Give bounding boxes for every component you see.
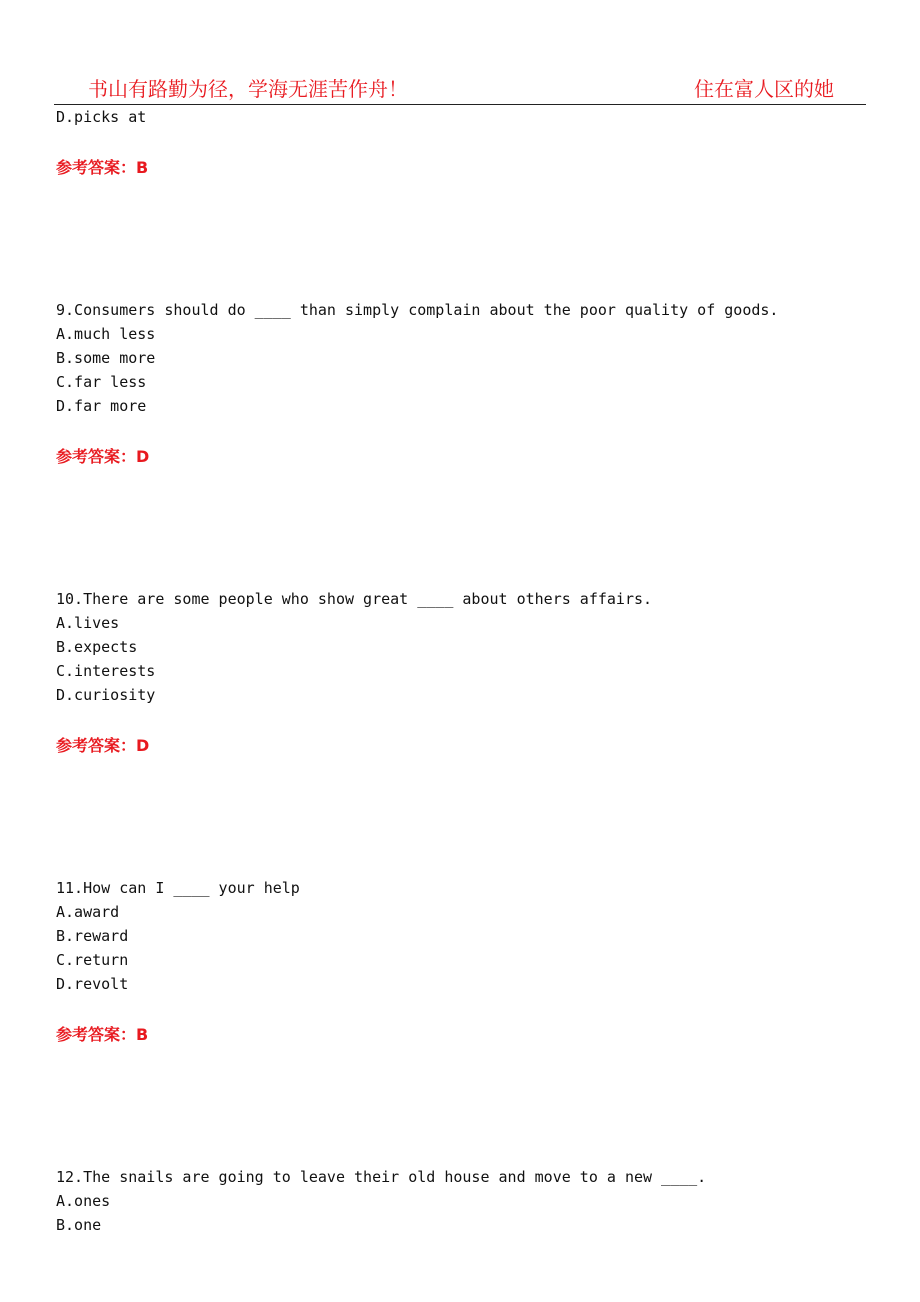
q10-answer: 参考答案：D — [56, 736, 150, 755]
q9-option-c: C.far less — [56, 373, 147, 391]
q10-option-c: C.interests — [56, 662, 156, 680]
q9-option-b: B.some more — [56, 349, 156, 367]
q9-question: 9.Consumers should do ____ than simply complain about the poor quality of goods. — [56, 301, 779, 319]
q10-option-d: D.curiosity — [56, 686, 156, 704]
q12-option-a: A.ones — [56, 1192, 111, 1210]
q10-option-a: A.lives — [56, 614, 120, 632]
q11-option-b: B.reward — [56, 927, 129, 945]
q11-option-a: A.award — [56, 903, 120, 921]
q11-question: 11.How can I ____ your help — [56, 879, 300, 897]
q9-answer: 参考答案：D — [56, 447, 150, 466]
header-author: 住在富人区的她 — [694, 77, 834, 101]
q11-answer: 参考答案：B — [56, 1025, 149, 1044]
q8-option-d: D.picks at — [56, 108, 147, 126]
page-header — [54, 70, 866, 105]
q9-option-a: A.much less — [56, 325, 156, 343]
q10-option-b: B.expects — [56, 638, 138, 656]
q11-option-d: D.revolt — [56, 975, 129, 993]
q12-option-b: B.one — [56, 1216, 102, 1234]
q12-question: 12.The snails are going to leave their old house and move to a new ____. — [56, 1168, 707, 1186]
q10-question: 10.There are some people who show great ____ about others affairs. — [56, 590, 653, 608]
q9-option-d: D.far more — [56, 397, 147, 415]
q11-option-c: C.return — [56, 951, 129, 969]
q8-answer: 参考答案：B — [56, 158, 149, 177]
header-motto: 书山有路勤为径，学海无涯苦作舟！ — [88, 77, 408, 101]
